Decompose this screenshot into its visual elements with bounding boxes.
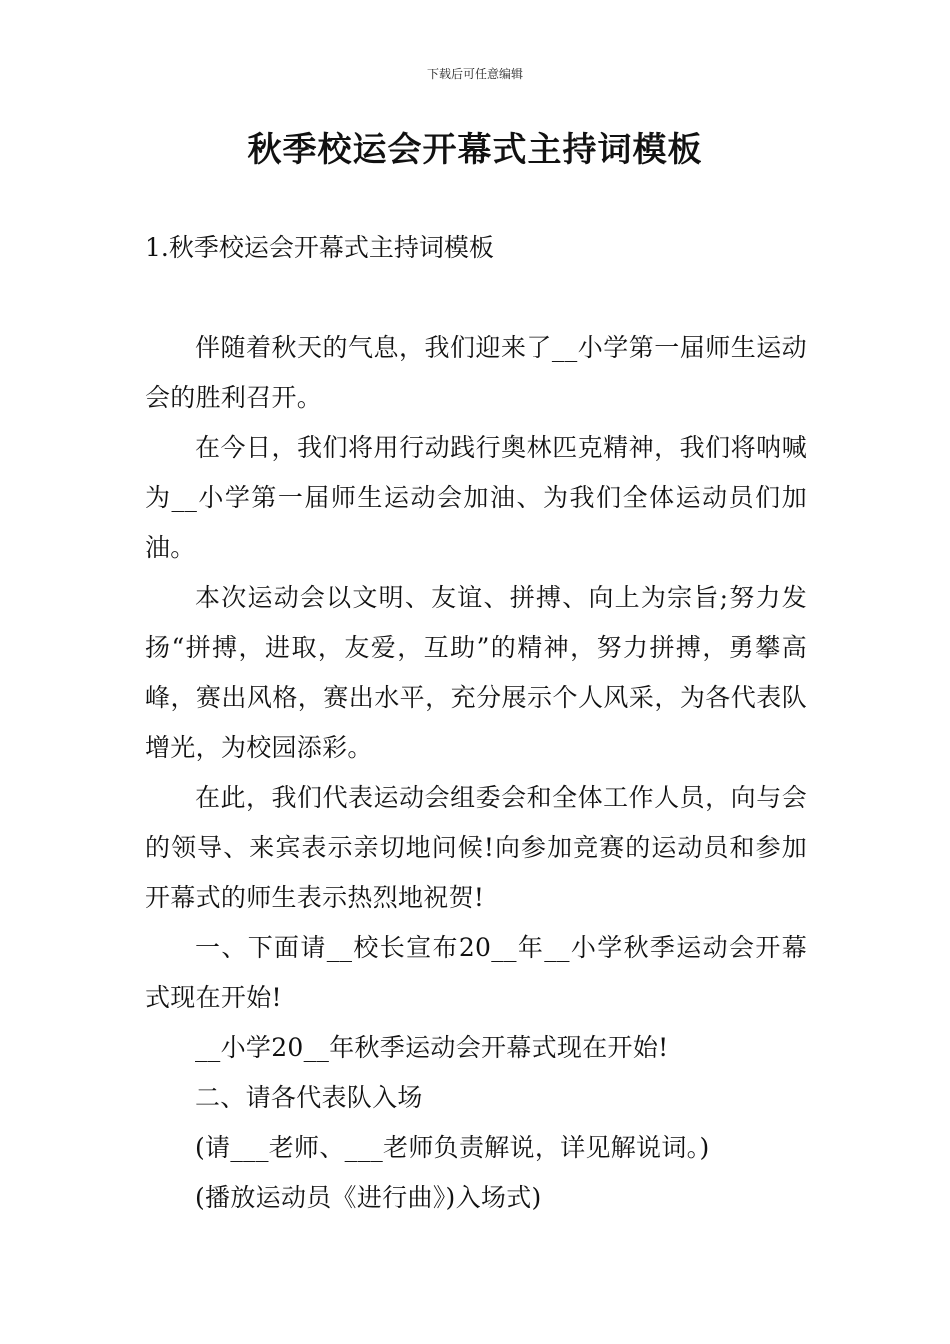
- download-note: 下载后可任意编辑: [426, 67, 523, 81]
- paragraph: __小学20__年秋季运动会开幕式现在开始!: [195, 1033, 669, 1062]
- document-title: 秋季校运会开幕式主持词模板: [247, 130, 703, 170]
- paragraph: 一、下面请__校长宣布20__年__小学秋季运动会开幕式现在开始!: [145, 933, 807, 1012]
- paragraph: 二、请各代表队入场: [195, 1083, 423, 1112]
- document-body: [145, 323, 807, 1223]
- paragraph: 伴随着秋天的气息，我们迎来了__小学第一届师生运动会的胜利召开。: [145, 333, 807, 412]
- paragraph: 在此，我们代表运动会组委会和全体工作人员，向与会的领导、来宾表示亲切地问候!向参加竞赛的运动员和参加开幕式的师生表示热烈地祝贺!: [145, 783, 807, 912]
- paragraph: (请___老师、___老师负责解说，详见解说词。): [195, 1133, 710, 1162]
- paragraph: (播放运动员《进行曲》)入场式): [195, 1183, 542, 1212]
- section-heading: 1.秋季校运会开幕式主持词模板: [145, 233, 494, 262]
- paragraph: 在今日，我们将用行动践行奥林匹克精神，我们将呐喊为__小学第一届师生运动会加油、为我们全体运动员们加油。: [145, 433, 807, 562]
- paragraph: 本次运动会以文明、友谊、拼搏、向上为宗旨;努力发扬“拼搏，进取，友爱，互助”的精神，努力拼搏，勇攀高峰，赛出风格，赛出水平，充分展示个人风采，为各代表队增光，为校园添彩。: [145, 583, 807, 762]
